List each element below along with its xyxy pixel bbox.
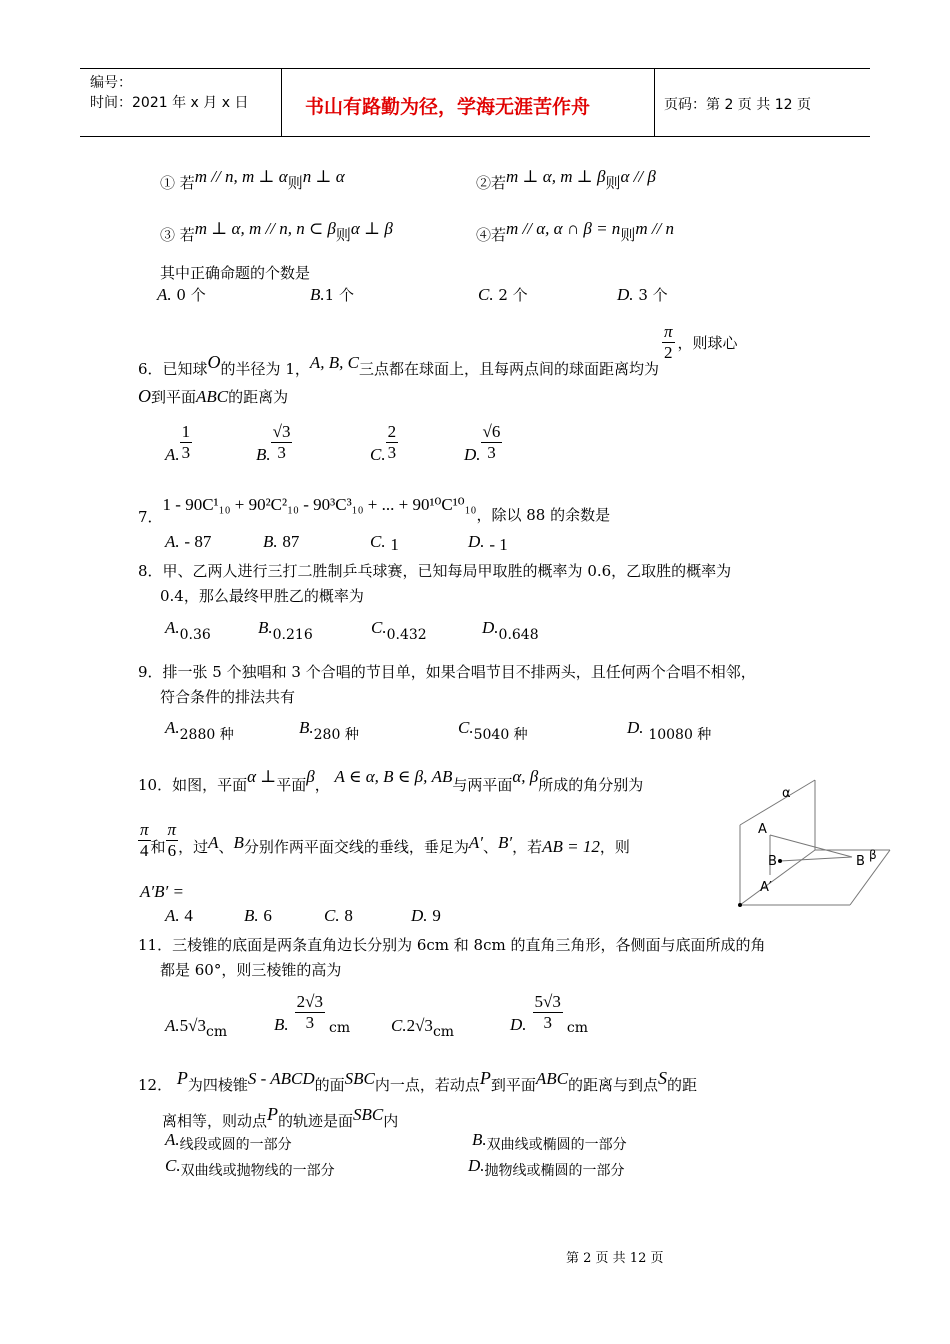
q12-P-3: P [267, 1104, 279, 1124]
q9-line-2: 符合条件的排法共有 [160, 688, 296, 706]
q11-a-letter: A. [165, 1016, 180, 1035]
q11-d-num: 5√3 [534, 992, 561, 1011]
q10-dun: 、 [218, 838, 234, 857]
q7-b-value: 87 [282, 532, 300, 551]
time-label: 时间：2021 年 x 月 x 日 [90, 95, 249, 111]
q9-a-value: 2880 种 [179, 727, 234, 743]
q7-a-letter: A. [165, 532, 180, 551]
q5-prop-4 [476, 219, 675, 245]
q5-option-c [478, 284, 528, 305]
q10-math-1: A ∈ α, B ∈ β, AB [334, 767, 453, 786]
q11-c-unit: cm [432, 1024, 455, 1040]
q10-text-a: 10．如图，平面 [138, 776, 248, 794]
q9-b-letter: B. [299, 718, 314, 737]
q12-line-1 [138, 1068, 698, 1094]
q6-d-den: 3 [487, 442, 496, 462]
q12-c-value: 双曲线或抛物线的一部分 [180, 1163, 335, 1179]
q6-line2-a: 到平面 [151, 388, 197, 406]
q6-pi: π [663, 322, 673, 341]
q10-text-e: 所成的角分别为 [538, 776, 644, 794]
q11-line-1: 11．三棱锥的底面是两条直角边长分别为 6cm 和 8cm 的直角三角形，各侧面与底面所成的角 [138, 936, 766, 954]
q9-option-d [627, 718, 712, 743]
fig-label-alpha: α [782, 786, 791, 801]
q6-c-den: 3 [387, 442, 397, 462]
q9-line-1: 9．排一张 5 个独唱和 3 个合唱的节目单，如果合唱节目不排两头，且任何两个合唱不相邻， [138, 663, 756, 681]
q11-line-2: 都是 60°，则三棱锥的高为 [160, 961, 342, 979]
q10-pi-2: π [167, 820, 177, 839]
q5-p3-then: 则 [335, 226, 351, 244]
q12-line-2 [162, 1104, 399, 1130]
q6-line2-b: 的距离为 [228, 388, 289, 406]
q10-dun-2: 、 [483, 838, 499, 857]
q6-ABC: ABC [196, 387, 229, 406]
q12-option-b [472, 1130, 627, 1153]
header-divider-2 [654, 68, 655, 136]
q5-c-value: 2 个 [498, 286, 528, 304]
q5-a-value: 0 个 [176, 286, 206, 304]
q11-d-unit: cm [566, 1020, 588, 1037]
q12-option-d [468, 1156, 625, 1179]
q10-c-value: 8 [344, 906, 353, 925]
fig-label-a: A [758, 822, 767, 837]
q6-option-a [165, 422, 192, 465]
q10-text-h: ，若 [512, 838, 543, 857]
q12-text-a: 为四棱锥 [187, 1076, 248, 1094]
q5-option-d [617, 284, 668, 305]
q10-figure [730, 775, 900, 915]
q9-c-value: 5040 种 [473, 727, 528, 743]
q6-line-1 [138, 322, 738, 379]
q7-a-value: - 87 [184, 532, 212, 551]
q7-c-letter: C. [370, 532, 386, 551]
q10-a-letter: A. [165, 906, 180, 925]
q5-p4-prefix: ④若 [476, 226, 507, 244]
q7-option-d [468, 532, 508, 552]
q5-p3-result: α ⊥ β [350, 219, 393, 238]
q12-a-letter: A. [165, 1130, 180, 1149]
q11-a-value: 5√3 [179, 1016, 206, 1035]
q8-c-letter: C. [371, 618, 387, 637]
q11-c-letter: C. [391, 1016, 407, 1035]
q7-option-a [165, 532, 211, 552]
q6-b-letter: B. [256, 445, 271, 465]
q8-option-b [258, 618, 313, 643]
q10-A-prime: A′ [468, 833, 484, 853]
q5-p2-result: α // β [620, 167, 656, 186]
q12-option-c [165, 1156, 335, 1179]
q8-b-value: 0.216 [272, 627, 313, 643]
q8-d-letter: D. [482, 618, 499, 637]
q12-S: S [658, 1068, 668, 1088]
q12-option-a [165, 1130, 292, 1153]
q6-b-den: 3 [277, 442, 286, 462]
q5-b-letter: B. [310, 285, 325, 304]
fig-segment-ab [770, 835, 852, 857]
q10-text-d: 与两平面 [452, 776, 513, 794]
q11-option-b [274, 992, 351, 1037]
q12-number: 12． [138, 1076, 173, 1094]
q9-d-value: 10080 种 [648, 727, 712, 743]
q5-stem: 其中正确命题的个数是 [160, 264, 311, 282]
q5-p2-math: m ⊥ α, m ⊥ β [506, 167, 606, 186]
q10-beta: β [306, 767, 315, 786]
q9-c-letter: C. [458, 718, 474, 737]
q5-c-letter: C. [478, 285, 494, 304]
q11-d-den: 3 [543, 1012, 552, 1032]
q6-a-letter: A. [165, 445, 180, 465]
q11-c-value: 2√3 [406, 1016, 433, 1035]
fig-label-a-prime: A′ [760, 880, 772, 895]
q7-option-b [263, 532, 299, 552]
q11-option-c [391, 1016, 455, 1040]
fig-plane-alpha-top [740, 780, 815, 825]
q10-B-prime: B′ [498, 833, 513, 853]
q10-option-a [165, 906, 193, 926]
q9-d-letter: D. [627, 718, 644, 737]
q6-b-num: √3 [272, 422, 291, 441]
q8-a-value: 0.36 [179, 627, 211, 643]
q6-d-num: √6 [482, 422, 501, 441]
q6-two: 2 [664, 342, 673, 362]
q10-b-value: 6 [263, 906, 272, 925]
q9-option-c [458, 718, 528, 743]
q10-line-2 [138, 820, 630, 860]
q6-O: O [207, 352, 221, 373]
q5-option-b [310, 284, 354, 305]
q6-text-a: 6．已知球 [138, 360, 208, 379]
q12-text-f: 的距 [667, 1076, 698, 1094]
q10-c-letter: C. [324, 906, 340, 925]
q5-d-letter: D. [617, 285, 634, 304]
q7-d-letter: D. [468, 532, 485, 551]
header-divider-1 [281, 68, 282, 136]
q6-option-c [370, 422, 398, 465]
header-motto: 书山有路勤为径，学海无涯苦作舟 [305, 96, 591, 118]
q10-four: 4 [140, 840, 149, 860]
q6-option-d [464, 422, 502, 465]
q10-pi-1: π [140, 820, 149, 839]
q11-option-a [165, 1016, 228, 1040]
q6-c-letter: C. [370, 445, 386, 465]
q6-text-d: ，则球心 [677, 334, 738, 353]
q5-option-a [157, 284, 206, 305]
q12-P-2: P [479, 1068, 491, 1088]
q6-O-2: O [138, 386, 151, 406]
q9-option-a [165, 718, 234, 743]
q10-line-1 [138, 766, 644, 794]
q10-ApBp: A′B′ = [140, 882, 184, 901]
fig-label-b-prime: B [768, 854, 777, 869]
q10-text-b: 平面 [276, 776, 307, 794]
q12-a-value: 线段或圆的一部分 [179, 1137, 292, 1153]
q7-d-value: - 1 [489, 535, 508, 554]
q12-text-e: 的距离与到点 [568, 1076, 659, 1094]
q8-c-value: 0.432 [386, 627, 427, 643]
q6-d-letter: D. [464, 445, 481, 465]
q7-c-value: 1 [390, 535, 399, 554]
q6-text-b: 的半径为 1， [220, 360, 310, 379]
q5-p1-prefix: ① 若 [160, 174, 195, 192]
q5-a-letter: A. [157, 285, 172, 304]
q10-d-letter: D. [411, 906, 428, 925]
q10-A: A [208, 833, 219, 853]
fig-segment-bb [780, 857, 852, 861]
q6-c-num: 2 [387, 422, 397, 441]
page-label: 页码：第 2 页 共 12 页 [664, 97, 811, 113]
q12-text-c: 内一点，若动点 [374, 1076, 480, 1094]
fig-point-b [778, 859, 782, 863]
q12-c-letter: C. [165, 1156, 181, 1175]
q12-d-value: 抛物线或椭圆的一部分 [484, 1163, 625, 1179]
q12-text-d: 到平面 [490, 1076, 536, 1094]
q11-b-unit: cm [328, 1020, 351, 1037]
q10-b-letter: B. [244, 906, 259, 925]
q9-option-b [299, 718, 359, 743]
fig-point-corner [738, 903, 742, 907]
q11-b-den: 3 [305, 1012, 315, 1032]
q12-ABC: ABC [535, 1069, 569, 1088]
q7-option-c [370, 532, 399, 552]
q6-text-c: 三点都在球面上，且每两点间的球面距离均为 [358, 360, 659, 379]
q5-p1-result: n ⊥ α [302, 167, 345, 186]
q7-tail: ，除以 88 的余数是 [476, 506, 611, 524]
q5-p4-then: 则 [620, 226, 636, 244]
q5-p2-then: 则 [605, 174, 621, 192]
q12-pyramid: S - ABCD [247, 1069, 315, 1088]
q10-alpha-beta: α, β [512, 767, 539, 786]
q5-p1-then: 则 [287, 174, 303, 192]
header-top-rule [80, 68, 870, 69]
q10-alpha: α ⊥ [247, 767, 277, 786]
q8-d-value: 0.648 [498, 627, 539, 643]
fig-label-beta: β [869, 848, 877, 862]
q6-option-b [256, 422, 292, 465]
q12-line2-b: 的轨迹是面 [278, 1112, 354, 1130]
q5-p2-prefix: ②若 [476, 174, 507, 192]
q7-number: 7． [138, 508, 163, 526]
q11-b-letter: B. [274, 1015, 289, 1035]
q5-p4-result: m // n [635, 219, 675, 238]
q7-expression: 1 - 90C¹₁₀ + 90²C²₁₀ - 90³C³₁₀ + ... + 90¹⁰C¹⁰₁₀ [162, 495, 477, 514]
q8-b-letter: B. [258, 618, 273, 637]
q12-SBC-2: SBC [353, 1105, 384, 1124]
q8-line-1: 8．甲、乙两人进行三打二胜制乒乓球赛，已知每局甲取胜的概率为 0.6，乙取胜的概率为 [138, 562, 732, 580]
q10-text-f: ，过 [178, 838, 209, 857]
q12-b-value: 双曲线或椭圆的一部分 [486, 1137, 627, 1153]
q9-b-value: 280 种 [313, 727, 359, 743]
q11-option-d [510, 992, 588, 1037]
q8-option-a [165, 618, 211, 643]
q12-text-b: 的面 [314, 1076, 345, 1094]
fig-label-b: B [856, 854, 865, 869]
q12-line2-a: 离相等，则动点 [162, 1112, 268, 1130]
q12-SBC: SBC [344, 1069, 375, 1088]
q10-option-b [244, 906, 272, 926]
q10-text-g: 分别作两平面交线的垂线，垂足为 [243, 838, 469, 857]
q10-option-c [324, 906, 353, 926]
q10-a-value: 4 [184, 906, 193, 925]
q12-d-letter: D. [468, 1156, 485, 1175]
q6-line-2 [138, 386, 288, 407]
q8-option-d [482, 618, 539, 643]
q7-b-letter: B. [263, 532, 278, 551]
q12-P: P [176, 1068, 188, 1088]
page-footer: 第 2 页 共 12 页 [566, 1251, 664, 1266]
q5-p3-math: m ⊥ α, m // n, n ⊂ β [194, 219, 336, 238]
q10-option-d [411, 906, 441, 926]
q10-B: B [233, 833, 244, 853]
q10-d-value: 9 [432, 906, 441, 925]
q11-d-letter: D. [510, 1015, 527, 1035]
q10-and: 和 [150, 838, 166, 857]
q5-p3-prefix: ③ 若 [160, 226, 195, 244]
q5-p4-math: m // α, α ∩ β = n [506, 219, 621, 238]
header-bottom-rule [80, 136, 870, 137]
q11-b-num: 2√3 [296, 992, 323, 1011]
q8-a-letter: A. [165, 618, 180, 637]
q9-a-letter: A. [165, 718, 180, 737]
q6-points: A, B, C [309, 353, 359, 373]
q5-prop-2 [476, 167, 656, 193]
serial-label: 编号： [90, 75, 132, 91]
q10-text-c: ， [314, 776, 330, 794]
q5-prop-1 [160, 167, 345, 193]
q8-option-c [371, 618, 427, 643]
q7-line [138, 494, 611, 526]
q5-p1-math: m // n, m ⊥ α [194, 167, 288, 186]
q5-b-value: 1 个 [324, 286, 354, 304]
q12-b-letter: B. [472, 1130, 487, 1149]
q5-prop-3 [160, 219, 393, 245]
q10-text-i: ，则 [599, 838, 630, 857]
q10-six: 6 [167, 840, 177, 860]
q11-a-unit: cm [205, 1024, 228, 1040]
fig-intersection-line [740, 850, 815, 905]
q8-line-2: 0.4，那么最终甲胜乙的概率为 [160, 587, 364, 605]
q5-d-value: 3 个 [638, 286, 668, 304]
q12-line2-c: 内 [383, 1112, 399, 1130]
q10-AB-eq: AB = 12 [542, 837, 600, 857]
q6-a-den: 3 [181, 442, 191, 462]
q6-a-num: 1 [181, 422, 191, 441]
